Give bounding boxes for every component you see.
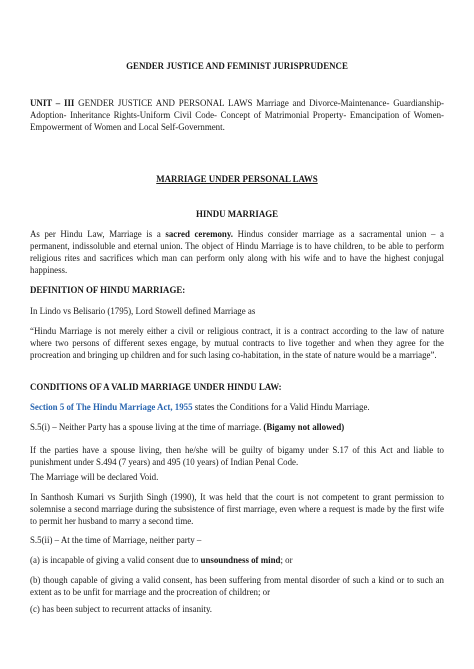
item-c: (c) has been subject to recurrent attacks of insanity. xyxy=(30,604,213,614)
unit-paragraph xyxy=(30,97,444,133)
intro-text-post: Hindus consider marriage as a sacramental union – a permanent, indissoluble and eternal union. The object of Hindu Marriage is to have children, to be able to perform religious rites and sacrifices which man can perform only along with his wife and to have the highest conjugal happiness. xyxy=(30,229,445,276)
s5ii-line: S.5(ii) – At the time of Marriage, neither party – xyxy=(30,535,202,545)
section5-paragraph xyxy=(30,401,444,413)
conditions-heading: CONDITIONS OF A VALID MARRIAGE UNDER HINDU LAW: xyxy=(30,382,282,392)
void-line: The Marriage will be declared Void. xyxy=(30,472,159,482)
s5i-paragraph xyxy=(30,421,444,433)
document-title: GENDER JUSTICE AND FEMINIST JURISPRUDENCE xyxy=(126,61,348,71)
intro-text-bold: sacred ceremony. xyxy=(165,229,234,239)
case-line: In Lindo vs Belisario (1795), Lord Stowell defined Marriage as xyxy=(30,306,256,316)
bigamy-paragraph: If the parties have a spouse living, then he/she will be guilty of bigamy under S.17 of this Act and liable to punishment under S.494 (7 years) and 495 (10 years) of Indian Penal Code. xyxy=(30,445,444,468)
item-a-bold: unsoundness of mind xyxy=(200,555,281,565)
item-a xyxy=(30,554,444,566)
item-b: (b) though capable of giving a valid consent, has been suffering from mental disorder of such a kind or to such an extent as to be unfit for marriage and the procreation of children; or xyxy=(30,575,444,598)
santhosh-paragraph: In Santhosh Kumari vs Surjith Singh (1990), It was held that the court is not competent to grant permission to solemnise a second marriage during the subsistence of first marriage, even where a request is made by the first wife to permit her husband to marry a second time. xyxy=(30,492,444,527)
unit-text: GENDER JUSTICE AND PERSONAL LAWS Marriage and Divorce-Maintenance- Guardianship- Adoption- Inheritance Rights-Uniform Civil Code- Concept of Matrimonial Property- Emancipation of Women-Empowerment of Women and Local Self-Government. xyxy=(30,98,444,133)
sub-heading: HINDU MARRIAGE xyxy=(195,209,279,219)
item-a-post: ; or xyxy=(280,555,293,565)
item-a-text: (a) is incapable of giving a valid consent due to xyxy=(30,555,201,565)
unit-label: UNIT – III xyxy=(30,98,75,108)
s5i-bold: (Bigamy not allowed) xyxy=(263,422,345,432)
s5i-text: S.5(i) – Neither Party has a spouse living at the time of marriage. xyxy=(30,422,264,432)
quote-paragraph: “Hindu Marriage is not merely either a civil or religious contract, it is a contract according to the law of nature where two persons of different sexes engage, by mutual contracts to live together and when they agree for the procreation and bringing up children and for such lasing co-habitation, in the state of nature would be a marriage”. xyxy=(30,326,444,361)
section5-link[interactable]: Section 5 of The Hindu Marriage Act, 1955 xyxy=(30,402,193,412)
section-heading: MARRIAGE UNDER PERSONAL LAWS xyxy=(156,174,318,184)
intro-text-pre: As per Hindu Law, Marriage is a xyxy=(30,229,166,239)
intro-paragraph xyxy=(30,228,444,276)
definition-heading: DEFINITION OF HINDU MARRIAGE: xyxy=(30,285,186,295)
section5-text: states the Conditions for a Valid Hindu Marriage. xyxy=(192,402,370,412)
